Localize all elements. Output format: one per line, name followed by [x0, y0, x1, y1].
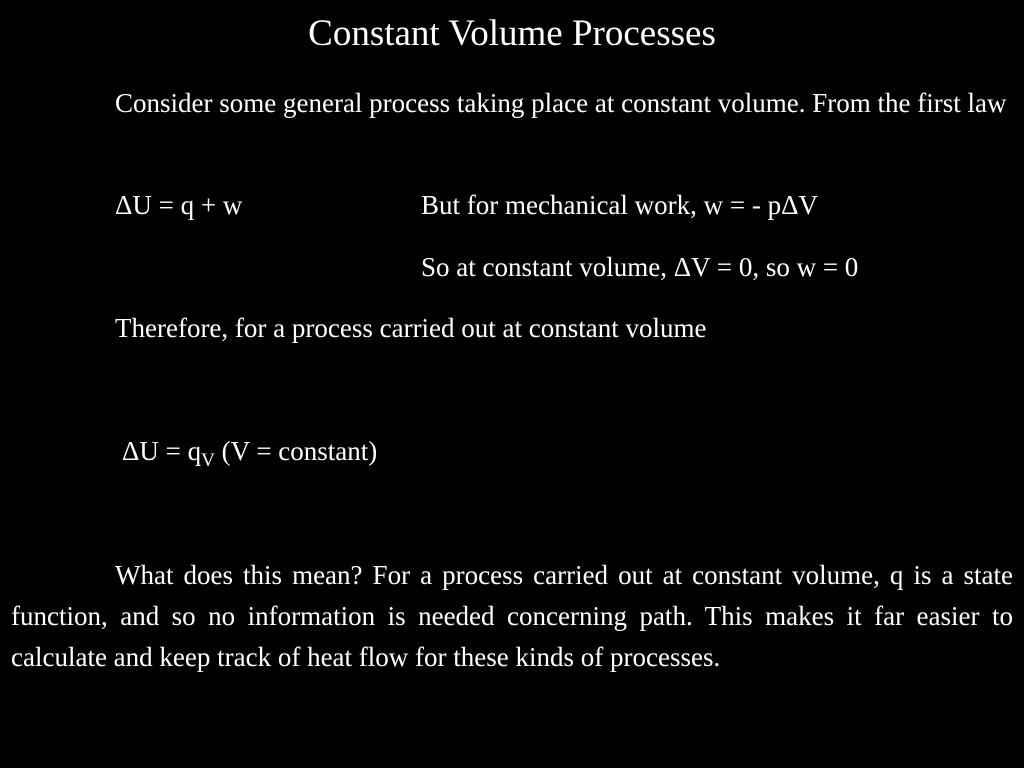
- result-subscript: V: [201, 450, 215, 471]
- meaning-paragraph: What does this mean? For a process carried out at constant volume, q is a state function, and so no information is needed concerning path. This makes it far easier to calculate and keep track of heat flow for these kinds of processes.: [11, 560, 1013, 672]
- slide-title: Constant Volume Processes: [308, 13, 716, 54]
- result-condition: (V = constant): [214, 436, 378, 466]
- mechanical-work-note: But for mechanical work, w = - pΔV: [421, 190, 818, 220]
- result-lhs: ΔU = q: [122, 436, 202, 466]
- intro-paragraph: Consider some general process taking place at constant volume. From the first law: [115, 88, 1007, 118]
- first-law-equation: ΔU = q + w: [115, 190, 243, 220]
- result-equation: [122, 431, 377, 472]
- constant-volume-note: So at constant volume, ΔV = 0, so w = 0: [421, 252, 859, 282]
- therefore-statement: Therefore, for a process carried out at constant volume: [115, 313, 707, 343]
